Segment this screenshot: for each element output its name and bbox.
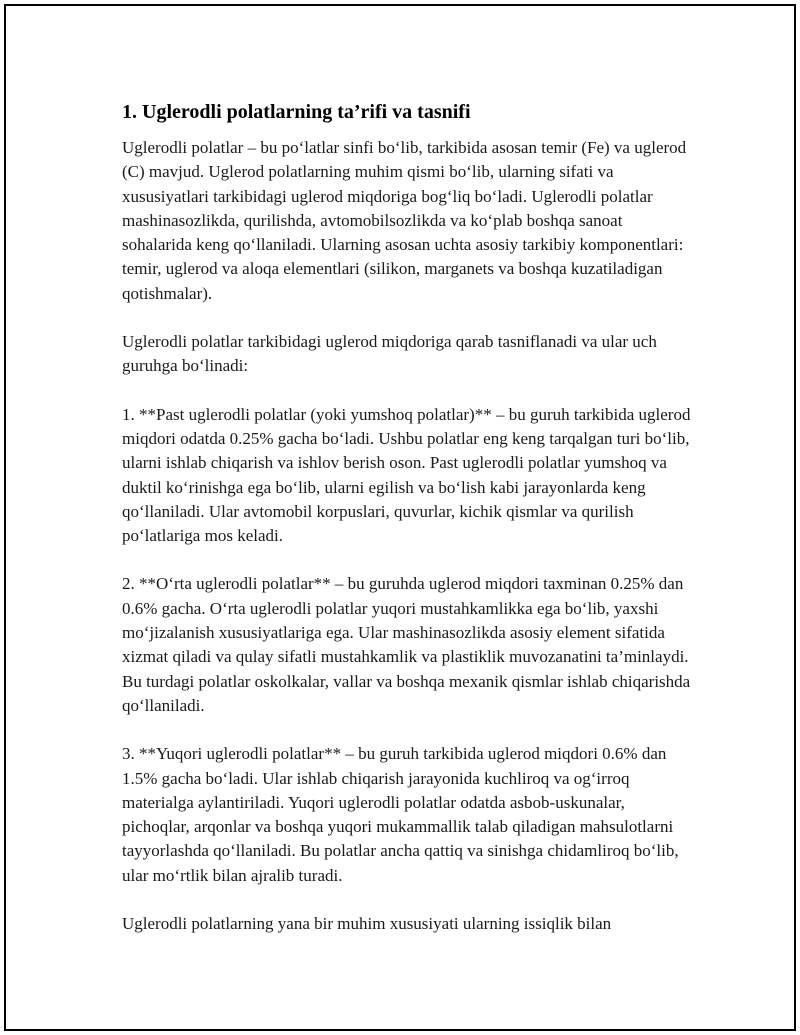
paragraph-high-carbon: 3. **Yuqori uglerodli polatlar** – bu guruh tarkibida uglerod miqdori 0.6% dan 1.5% gacha boʻladi. Ular ishlab chiqarish jarayonida kuchliroq va ogʻirroq materialga aylantiriladi. Yuqori uglerodli polatlar odatda asbob-uskunalar, pichoqlar, arqonlar va boshqa yuqori mukammallik talab qiladigan mahsulotlarni tayyorlashda qoʻllaniladi. Bu polatlar ancha qattiq va sinishga chidamliroq boʻlib, ular moʻrtlik bilan ajralib turadi. <box>122 744 679 885</box>
paragraph-definition: Uglerodli polatlar – bu poʻlatlar sinfi boʻlib, tarkibida asosan temir (Fe) va uglerod (C) mavjud. Uglerod polatlarning muhim qismi boʻlib, ularning sifati va xususiyatlari tarkibidagi uglerod miqdoriga bogʻliq boʻladi. Uglerodli polatlar mashinasozlikda, qurilishda, avtomobilsozlikda va koʻplab boshqa sanoat sohalarida keng qoʻllaniladi. Ularning asosan uchta asosiy tarkibiy komponentlari: temir, uglerod va aloqa elementlari (silikon, marganets va boshqa kuzatiladigan qotishmalar). <box>122 138 687 303</box>
paragraph-classification-intro: Uglerodli polatlar tarkibidagi uglerod miqdoriga qarab tasniflanadi va ular uch guruhga boʻlinadi: <box>122 332 657 376</box>
paragraph-low-carbon: 1. **Past uglerodli polatlar (yoki yumshoq polatlar)** – bu guruh tarkibida uglerod miqdori odatda 0.25% gacha boʻladi. Ushbu polatlar eng keng tarqalgan turi boʻlib, ularni ishlab chiqarish va ishlov berish oson. Past uglerodli polatlar yumshoq va duktil koʻrinishga ega boʻlib, ularni egilish va boʻlish kabi jarayonlarda keng qoʻllaniladi. Ular avtomobil korpuslari, quvurlar, kichik qismlar va qurilish poʻlatlariga mos keladi. <box>122 404 691 546</box>
paragraph-medium-carbon: 2. **Oʻrta uglerodli polatlar** – bu guruhda uglerod miqdori taxminan 0.25% dan 0.6% gacha. Oʻrta uglerodli polatlar yuqori mustahkamlikka ega boʻlib, yaxshi moʻjizalanish xususiyatlariga ega. Ular mashinasozlikda asosiy element sifatida xizmat qiladi va qulay sifatli mustahkamlik va plastiklik muvozanatini ta’minlaydi. Bu turdagi polatlar oskolkalar, vallar va boshqa mexanik qismlar ishlab chiqarishda qoʻllaniladi. <box>122 574 691 715</box>
paragraph-continuation: Uglerodli polatlarning yana bir muhim xususiyati ularning issiqlik bilan <box>122 914 612 934</box>
document-body <box>122 100 694 960</box>
page <box>4 4 796 1031</box>
section-heading: 1. Uglerodli polatlarning ta’rifi va tasnifi <box>122 101 471 123</box>
